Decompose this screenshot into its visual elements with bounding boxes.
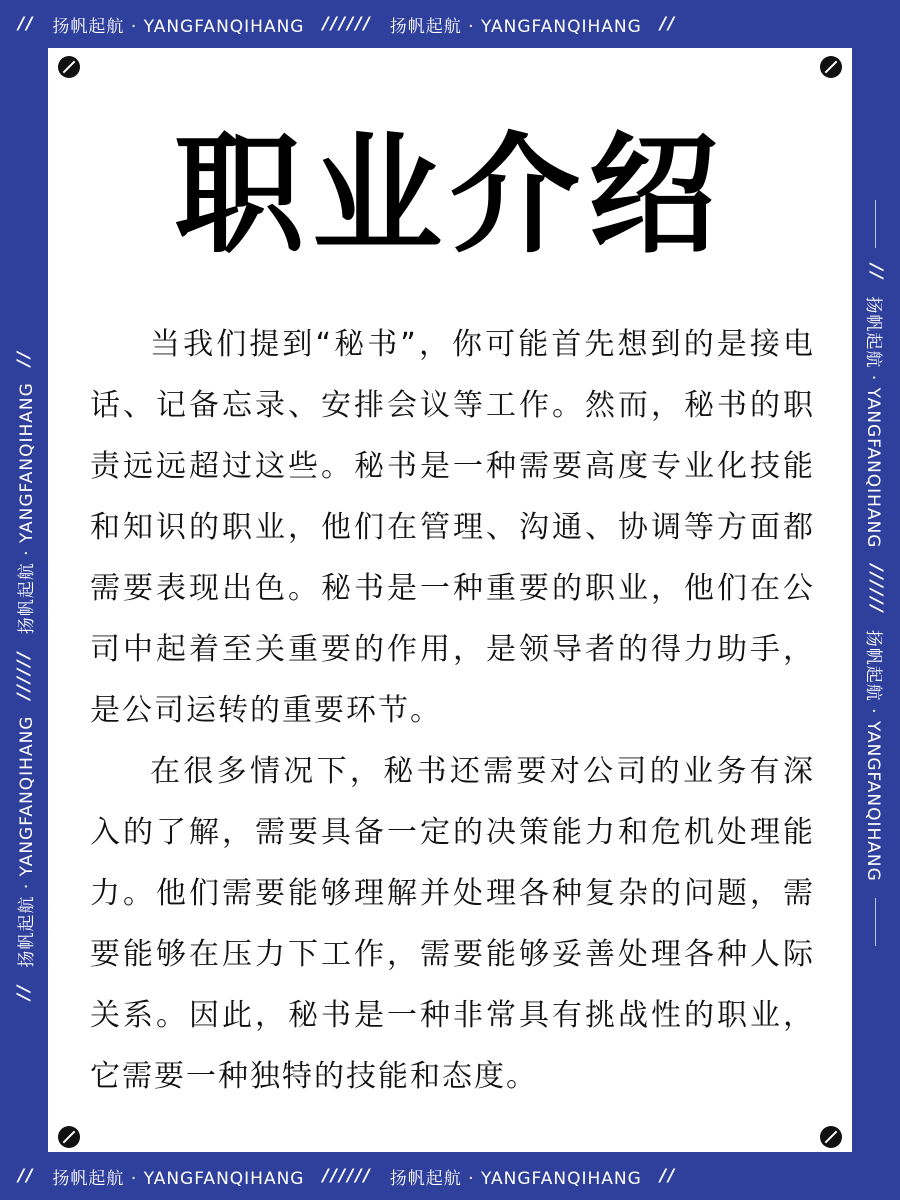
slash-decoration: ////// (322, 1166, 372, 1186)
content-card (48, 48, 852, 1152)
slash-decoration: // (18, 1166, 35, 1186)
slash-decoration: // (18, 14, 35, 34)
brand-label: 扬帆起航 · YANGFANQIHANG (863, 629, 884, 882)
screw-icon (58, 56, 80, 78)
page-title: 职业介绍 (173, 119, 726, 271)
brand-label: 扬帆起航 · YANGFANQIHANG (52, 16, 305, 37)
article-body (90, 314, 815, 1107)
slash-decoration: // (14, 349, 34, 367)
paragraph: 在很多情况下，秘书还需要对公司的业务有深入的了解，需要具备一定的决策能力和危机处理能力。他们需要能够理解并处理各种复杂的问题，需要能够在压力下工作，需要能够妥善处理各种人际关系。因此，秘书是一种非常具有挑战性的职业，它需要一种独特的技能和态度。 (90, 754, 815, 1094)
divider-line (876, 200, 877, 248)
slash-decoration: // (866, 264, 886, 281)
divider-line (876, 898, 877, 946)
right-banner (852, 0, 900, 1200)
slash-decoration: // (659, 14, 677, 34)
slash-decoration: ////// (322, 14, 372, 34)
screw-icon (820, 1126, 842, 1148)
bottom-banner (0, 1152, 900, 1200)
left-banner (0, 0, 48, 1200)
brand-label: 扬帆起航 · YANGFANQIHANG (16, 715, 37, 968)
slash-decoration: // (14, 983, 34, 1000)
paragraph: 当我们提到“秘书”，你可能首先想到的是接电话、记备忘录、安排会议等工作。然而，秘书的职责远远超过这些。秘书是一种需要高度专业化技能和知识的职业，他们在管理、沟通、协调等方面都需要表现出色。秘书是一种重要的职业，他们在公司中起着至关重要的作用，是领导者的得力助手，是公司运转的重要环节。 (90, 327, 815, 728)
brand-label: 扬帆起航 · YANGFANQIHANG (389, 16, 642, 37)
screw-icon (820, 56, 842, 78)
slash-decoration: ////// (14, 650, 34, 700)
top-banner (0, 0, 900, 48)
screw-icon (58, 1126, 80, 1148)
slash-decoration: // (659, 1166, 677, 1186)
brand-label: 扬帆起航 · YANGFANQIHANG (52, 1168, 305, 1189)
brand-label: 扬帆起航 · YANGFANQIHANG (16, 382, 37, 635)
brand-label: 扬帆起航 · YANGFANQIHANG (389, 1168, 642, 1189)
slash-decoration: ////// (866, 564, 886, 614)
brand-label: 扬帆起航 · YANGFANQIHANG (863, 296, 884, 549)
